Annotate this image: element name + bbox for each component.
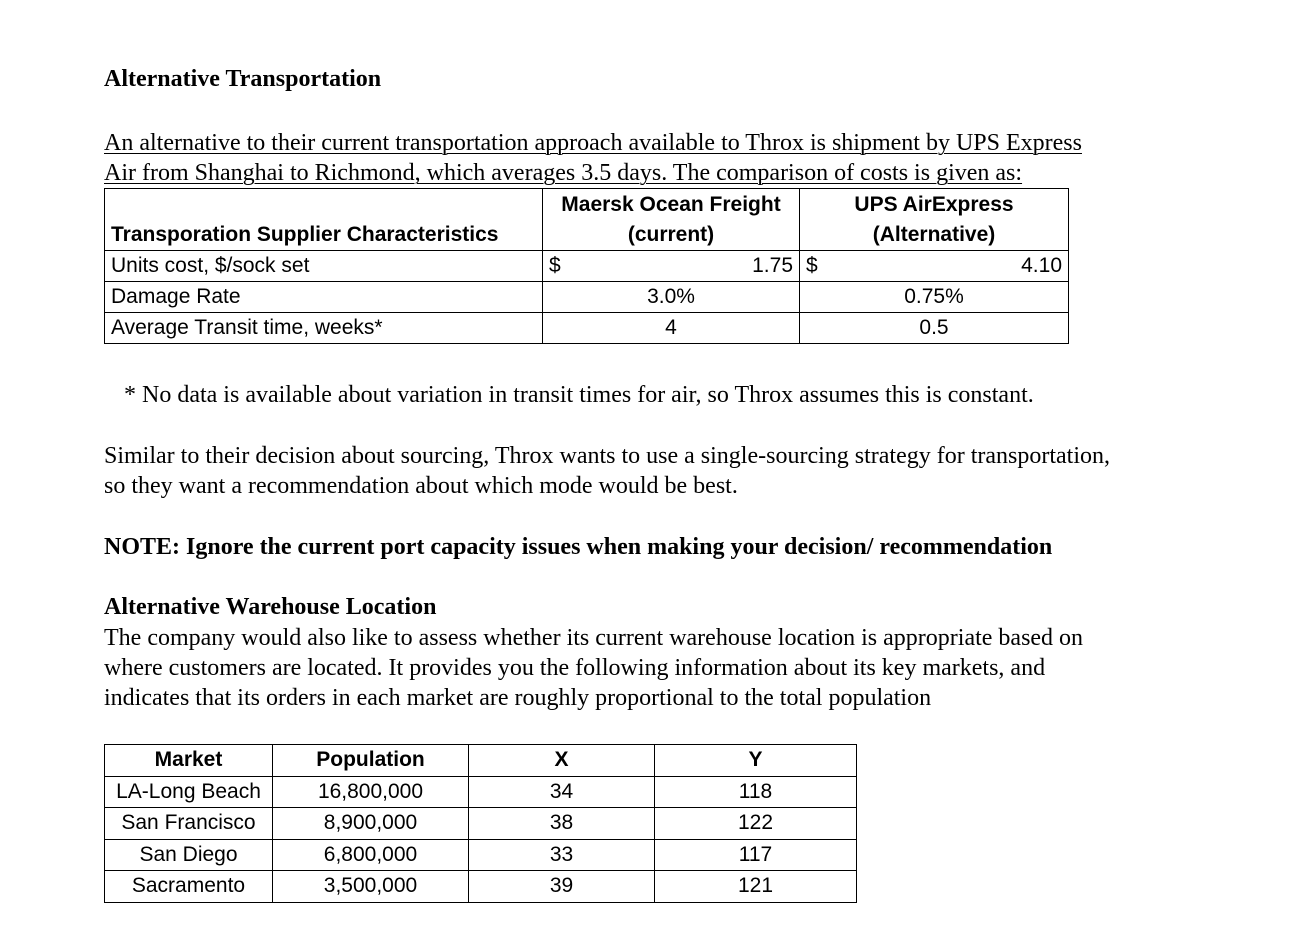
maersk-header-line1: Maersk Ocean Freight — [543, 189, 800, 221]
table-row — [105, 282, 1069, 313]
ups-header-line1: UPS AirExpress — [800, 189, 1069, 221]
row-label: Average Transit time, weeks* — [105, 313, 543, 344]
market-population: 8,900,000 — [273, 808, 469, 840]
market-name: San Diego — [105, 839, 273, 871]
header-y: Y — [655, 745, 857, 777]
market-y: 118 — [655, 776, 857, 808]
note-text: NOTE: Ignore the current port capacity issues when making your decision/ recommendation — [104, 534, 1053, 560]
transport-comparison-table — [104, 188, 1069, 344]
market-y: 117 — [655, 839, 857, 871]
warehouse-line-1: The company would also like to assess whether its current warehouse location is appropriate based on — [104, 625, 1084, 651]
ups-unit-cost — [800, 251, 1069, 282]
table-corner — [105, 189, 543, 221]
market-x: 33 — [469, 839, 655, 871]
table-row — [105, 871, 857, 903]
header-population: Population — [273, 745, 469, 777]
market-population: 6,800,000 — [273, 839, 469, 871]
market-name: LA-Long Beach — [105, 776, 273, 808]
transport-intro-paragraph — [104, 128, 1224, 188]
warehouse-paragraph — [104, 623, 1224, 713]
ups-unit-cost-value: 4.10 — [1021, 254, 1062, 277]
section-title-warehouse: Alternative Warehouse Location — [104, 594, 437, 620]
maersk-transit-time: 4 — [543, 313, 800, 344]
sourcing-line-1: Similar to their decision about sourcing, Throx wants to use a single-sourcing strategy for transportation, — [104, 443, 1111, 469]
intro-line-1: An alternative to their current transportation approach available to Throx is shipment by UPS Express — [104, 130, 1082, 156]
table-row — [105, 839, 857, 871]
market-y: 121 — [655, 871, 857, 903]
footnote: * No data is available about variation in transit times for air, so Throx assumes this is constant. — [124, 382, 1034, 408]
header-x: X — [469, 745, 655, 777]
ups-damage-rate: 0.75% — [800, 282, 1069, 313]
market-x: 34 — [469, 776, 655, 808]
ups-header-line2: (Alternative) — [800, 221, 1069, 251]
market-population: 3,500,000 — [273, 871, 469, 903]
warehouse-line-2: where customers are located. It provides you the following information about its key markets, and — [104, 655, 1046, 681]
sourcing-paragraph — [104, 441, 1244, 501]
warehouse-line-3: indicates that its orders in each market are roughly proportional to the total population — [104, 685, 932, 711]
row-label: Damage Rate — [105, 282, 543, 313]
table-header-row — [105, 745, 857, 777]
table-row — [105, 313, 1069, 344]
table-row — [105, 776, 857, 808]
market-table — [104, 744, 857, 903]
market-name: Sacramento — [105, 871, 273, 903]
maersk-damage-rate: 3.0% — [543, 282, 800, 313]
currency-symbol: $ — [806, 254, 818, 277]
intro-line-2: Air from Shanghai to Richmond, which averages 3.5 days. The comparison of costs is given as: — [104, 160, 1023, 186]
currency-symbol: $ — [549, 254, 561, 277]
header-market: Market — [105, 745, 273, 777]
market-x: 39 — [469, 871, 655, 903]
characteristics-header: Transporation Supplier Characteristics — [105, 221, 543, 251]
table-row — [105, 251, 1069, 282]
market-x: 38 — [469, 808, 655, 840]
sourcing-line-2: so they want a recommendation about which mode would be best. — [104, 473, 738, 499]
market-y: 122 — [655, 808, 857, 840]
table-row — [105, 808, 857, 840]
market-name: San Francisco — [105, 808, 273, 840]
market-population: 16,800,000 — [273, 776, 469, 808]
section-title-transportation: Alternative Transportation — [104, 66, 382, 92]
maersk-unit-cost — [543, 251, 800, 282]
maersk-header-line2: (current) — [543, 221, 800, 251]
maersk-unit-cost-value: 1.75 — [752, 254, 793, 277]
row-label: Units cost, $/sock set — [105, 251, 543, 282]
ups-transit-time: 0.5 — [800, 313, 1069, 344]
